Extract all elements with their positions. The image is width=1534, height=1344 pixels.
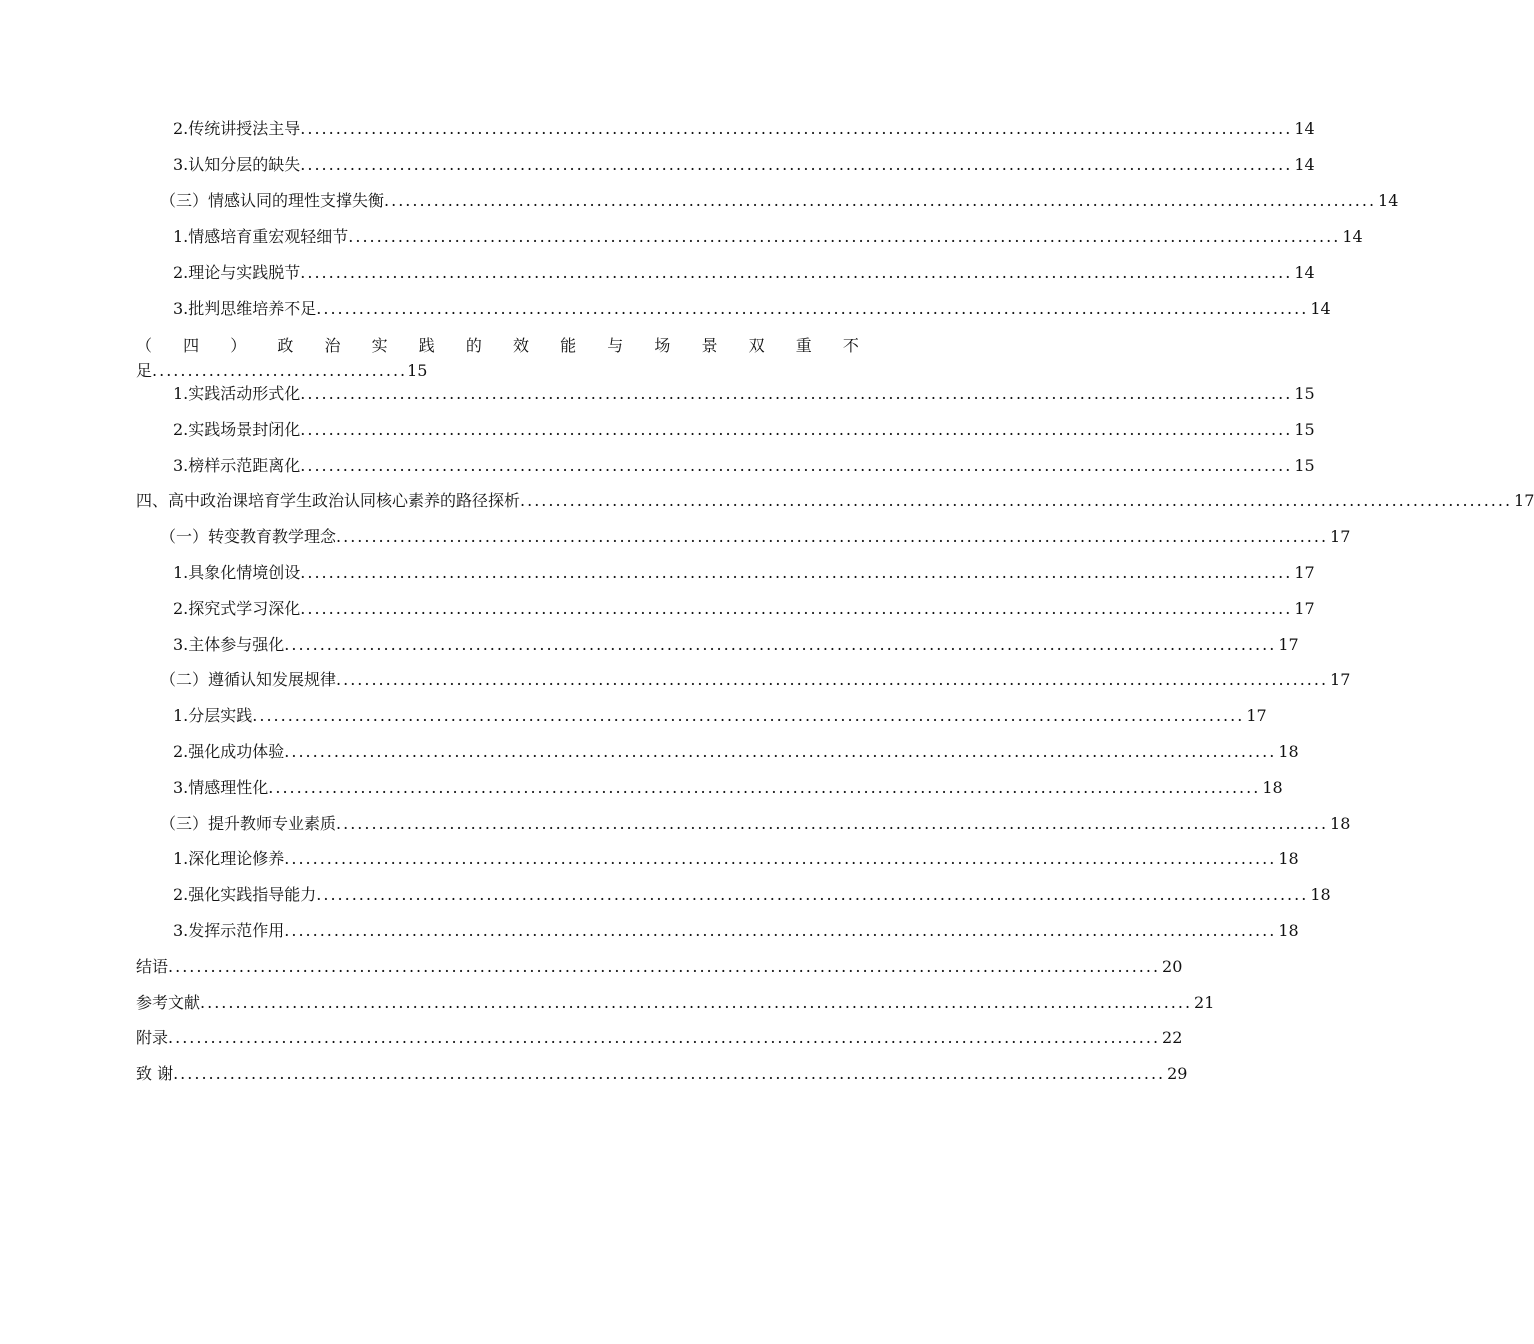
toc-page-number: 22 <box>1162 1028 1183 1048</box>
toc-entry-title: 致 谢 <box>136 1064 174 1084</box>
toc-leader: ............................................................................................................................................ <box>168 956 1161 976</box>
toc-entry-title-tail: 足 <box>136 361 153 380</box>
toc-entry-title-char: 治 <box>324 336 341 355</box>
toc-leader: ............................................................................................................................................ <box>300 563 1293 582</box>
toc-entry-title: 1.实践活动形式化 <box>173 384 301 403</box>
toc-entry-row <box>173 560 1315 586</box>
toc-entry-wrapped-line1 <box>136 333 859 359</box>
toc-entry[interactable] <box>0 224 1363 250</box>
toc-entry-title: 3.主体参与强化 <box>173 634 285 654</box>
toc-entry-row <box>173 918 1299 944</box>
toc-page-number: 18 <box>1278 849 1299 869</box>
toc-leader: ............................................................................................................................................ <box>284 849 1277 869</box>
toc-entry-row <box>173 417 1315 443</box>
toc-page-number: 17 <box>1514 491 1534 511</box>
toc-entry[interactable] <box>0 488 1534 514</box>
toc-leader: ............................................................................................................................................ <box>384 191 1377 210</box>
toc-entry-title-char: 能 <box>560 336 577 355</box>
toc-entry-title: 2.探究式学习深化 <box>173 598 301 618</box>
toc-entry-title: （三）提升教师专业素质 <box>160 813 337 833</box>
toc-entry-row <box>173 596 1315 622</box>
toc-page-number: 18 <box>1330 813 1351 833</box>
toc-entry-title: 3.批判思维培养不足 <box>173 299 317 318</box>
toc-entry-row <box>173 152 1315 178</box>
toc-page-number: 14 <box>1378 191 1399 210</box>
toc-entry[interactable] <box>0 596 1315 622</box>
toc-entry-title-char: 的 <box>465 336 482 355</box>
toc-leader: ............................................................................................................................................ <box>284 742 1277 761</box>
toc-entry-title: 1.具象化情境创设 <box>173 563 301 582</box>
toc-page-number: 21 <box>1194 992 1215 1012</box>
toc-entry[interactable] <box>0 703 1267 729</box>
toc-entry[interactable] <box>0 1061 1188 1087</box>
toc-entry[interactable] <box>0 188 1399 214</box>
toc-entry-row <box>173 381 1315 407</box>
toc-entry-title: （三）情感认同的理性支撑失衡 <box>160 191 385 210</box>
toc-entry-row <box>173 260 1315 286</box>
toc-leader: ............................................................................................................................................ <box>252 706 1245 726</box>
toc-entry-title: 2.实践场景封闭化 <box>173 419 301 439</box>
toc-entry[interactable] <box>0 954 1183 980</box>
toc-entry-row <box>173 846 1299 872</box>
toc-page-number: 18 <box>1278 742 1299 761</box>
toc-entry-title-char: （ <box>136 336 153 355</box>
toc-entry-title-char: ） <box>230 336 247 355</box>
toc-page-number: 15 <box>1294 419 1315 439</box>
toc-entry-title-char: 实 <box>371 336 388 355</box>
toc-entry[interactable] <box>0 667 1351 693</box>
toc-entry-title: （二）遵循认知发展规律 <box>160 670 337 690</box>
toc-leader: ............................................................................................................................................ <box>300 419 1293 439</box>
toc-entry-title-char: 不 <box>842 336 859 355</box>
toc-page-number: 14 <box>1294 119 1315 138</box>
toc-entry-row <box>136 990 1215 1016</box>
toc-entry-title-char: 与 <box>607 336 624 355</box>
toc-entry[interactable] <box>0 560 1315 586</box>
toc-leader: ............................................................................................................................................ <box>300 455 1293 475</box>
toc-entry-row <box>160 524 1351 550</box>
toc-entry-row <box>173 882 1331 908</box>
toc-entry[interactable] <box>0 739 1299 765</box>
toc-entry-row <box>136 488 1534 514</box>
toc-entry[interactable] <box>0 632 1299 658</box>
toc-entry[interactable] <box>0 453 1315 479</box>
toc-entry-title: 2.传统讲授法主导 <box>173 119 301 138</box>
toc-entry-wrapped-line2 <box>136 359 859 383</box>
toc-page-number: 14 <box>1294 155 1315 174</box>
toc-entry[interactable] <box>0 296 1331 322</box>
toc-leader: ............................................................................................................................................ <box>336 670 1329 690</box>
toc-entry-row <box>136 1061 1188 1087</box>
toc-entry-title: 附录 <box>136 1028 169 1048</box>
toc-entry[interactable] <box>0 260 1315 286</box>
toc-entry-title: 1.分层实践 <box>173 706 253 726</box>
toc-leader: ............................................................................................................................................ <box>300 598 1293 618</box>
toc-entry-title: 四、高中政治课培育学生政治认同核心素养的路径探析 <box>136 491 521 511</box>
toc-entry-title: 3.发挥示范作用 <box>173 921 285 940</box>
toc-entry-title-char: 四 <box>183 336 200 355</box>
toc-entry-title: 3.情感理性化 <box>173 777 269 797</box>
toc-page-number: 15 <box>1294 455 1315 475</box>
toc-leader: ............................................................................................................................................ <box>284 921 1277 940</box>
toc-leader: ............................................................................................................................................ <box>168 1028 1161 1048</box>
toc-entry-title: 3.认知分层的缺失 <box>173 155 301 174</box>
toc-leader: ............................................................................................................................................ <box>520 491 1513 511</box>
toc-entry[interactable] <box>0 152 1315 178</box>
toc-entry-title-char: 重 <box>795 336 812 355</box>
toc-entry-title-char: 双 <box>748 336 765 355</box>
toc-page-number: 17 <box>1330 670 1351 690</box>
toc-entry-title-char: 场 <box>654 336 671 355</box>
toc-page-number: 20 <box>1162 956 1183 976</box>
toc-entry-row <box>173 296 1331 322</box>
toc-entry[interactable] <box>0 882 1331 908</box>
toc-entry-title: 1.深化理论修养 <box>173 849 285 869</box>
toc-leader: ............................................................................................................................................ <box>300 119 1293 138</box>
toc-entry-title: （一）转变教育教学理念 <box>160 527 337 547</box>
toc-entry[interactable] <box>0 811 1351 837</box>
toc-leader: .................................... <box>152 361 408 380</box>
toc-entry[interactable] <box>0 417 1315 443</box>
toc-page-number: 14 <box>1342 227 1363 246</box>
toc-leader: ............................................................................................................................................ <box>316 885 1309 905</box>
toc-entry[interactable] <box>0 918 1299 944</box>
toc-entry-row <box>136 1025 1183 1051</box>
toc-entry-row <box>173 224 1363 250</box>
toc-leader: ............................................................................................................................................ <box>336 813 1329 833</box>
toc-page-number: 17 <box>1330 527 1351 547</box>
toc-entry-row <box>173 116 1315 142</box>
toc-leader: ............................................................................................................................................ <box>173 1064 1166 1084</box>
toc-page-number: 17 <box>1278 634 1299 654</box>
toc-entry[interactable] <box>0 381 1315 407</box>
toc-page-number: 15 <box>407 361 428 380</box>
toc-entry[interactable] <box>0 775 1283 801</box>
toc-leader: ............................................................................................................................................ <box>316 299 1309 318</box>
toc-entry-row <box>173 453 1315 479</box>
toc-page-number: 17 <box>1246 706 1267 726</box>
toc-entry-title: 2.强化成功体验 <box>173 742 285 761</box>
toc-entry-title: 结语 <box>136 956 169 976</box>
toc-entry-row <box>160 811 1351 837</box>
toc-leader: ............................................................................................................................................ <box>300 263 1293 282</box>
toc-entry-title-char: 效 <box>513 336 530 355</box>
toc-page-number: 17 <box>1294 598 1315 618</box>
toc-page-number: 15 <box>1294 384 1315 403</box>
toc-page-number: 18 <box>1278 921 1299 940</box>
toc-leader: ............................................................................................................................................ <box>268 777 1261 797</box>
toc-page-number: 18 <box>1262 777 1283 797</box>
toc-entry-title: 2.理论与实践脱节 <box>173 263 301 282</box>
toc-page-number: 29 <box>1167 1064 1188 1084</box>
toc-entry[interactable] <box>0 846 1299 872</box>
toc-entry-title-char: 践 <box>418 336 435 355</box>
toc-entry-title: 1.情感培育重宏观轻细节 <box>173 227 349 246</box>
toc-entry-wrapped[interactable] <box>136 333 859 383</box>
toc-entry-row <box>160 667 1351 693</box>
toc-leader: ............................................................................................................................................ <box>284 634 1277 654</box>
toc-entry-row <box>173 775 1283 801</box>
toc-entry-row <box>173 739 1299 765</box>
toc-entry-title-char: 政 <box>277 336 294 355</box>
toc-leader: ............................................................................................................................................ <box>300 155 1293 174</box>
toc-entry-row <box>173 632 1299 658</box>
toc-entry-row <box>160 188 1399 214</box>
toc-entry[interactable] <box>0 1025 1183 1051</box>
toc-page-number: 17 <box>1294 563 1315 582</box>
toc-leader: ............................................................................................................................................ <box>200 992 1193 1012</box>
toc-page-number: 14 <box>1310 299 1331 318</box>
toc-entry-row <box>136 954 1183 980</box>
toc-entry[interactable] <box>0 116 1315 142</box>
toc-entry[interactable] <box>0 524 1351 550</box>
toc-entry-title: 参考文献 <box>136 992 201 1012</box>
toc-leader: ............................................................................................................................................ <box>336 527 1329 547</box>
toc-entry-row <box>173 703 1267 729</box>
toc-entry-title-char: 景 <box>701 336 718 355</box>
toc-entry-title: 3.榜样示范距离化 <box>173 455 301 475</box>
toc-entry[interactable] <box>0 990 1215 1016</box>
toc-leader: ............................................................................................................................................ <box>300 384 1293 403</box>
toc-page-number: 18 <box>1310 885 1331 905</box>
toc-leader: ............................................................................................................................................ <box>348 227 1341 246</box>
toc-page-number: 14 <box>1294 263 1315 282</box>
toc-entry-title: 2.强化实践指导能力 <box>173 885 317 905</box>
